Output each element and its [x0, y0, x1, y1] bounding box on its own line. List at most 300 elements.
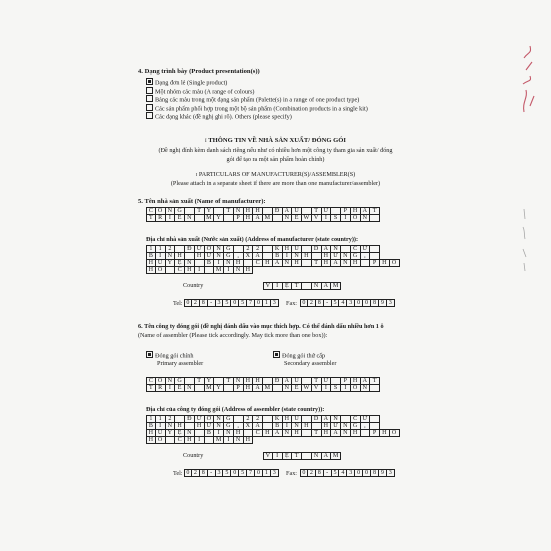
grid-cell[interactable]: Ệ	[283, 282, 293, 290]
grid-cell[interactable]: -	[208, 299, 216, 307]
grid-cell[interactable]: E	[292, 384, 302, 392]
grid-cell[interactable]: N	[234, 266, 244, 274]
grid-cell[interactable]: P	[341, 377, 351, 385]
grid-cell[interactable]: Y	[166, 259, 176, 267]
grid-cell[interactable]: Ầ	[283, 377, 293, 385]
primary-assembler-checkbox[interactable]: Đóng gói chính	[146, 351, 194, 360]
grid-cell[interactable]: H	[263, 259, 273, 267]
grid-cell[interactable]	[302, 259, 312, 267]
grid-cell[interactable]: -	[324, 469, 332, 477]
grid-cell[interactable]: Ư	[205, 252, 215, 260]
grid-cell[interactable]: I	[224, 436, 234, 444]
grid-cell[interactable]: X	[244, 422, 254, 430]
grid-cell[interactable]: ,	[361, 252, 371, 260]
grid-cell[interactable]: Ể	[175, 384, 185, 392]
grid-cell[interactable]	[166, 266, 176, 274]
grid-cell[interactable]: B	[273, 422, 283, 430]
grid-cell[interactable]	[361, 259, 371, 267]
grid-cell[interactable]: N	[214, 245, 224, 253]
grid-cell[interactable]: T	[292, 282, 302, 290]
grid-cell[interactable]: N	[185, 214, 195, 222]
grid-cell[interactable]: R	[156, 384, 166, 392]
grid-cell[interactable]: H	[380, 429, 390, 437]
grid-cell[interactable]: H	[322, 252, 332, 260]
grid-cell[interactable]: 4	[339, 469, 347, 477]
presentation-option[interactable]	[146, 95, 359, 104]
grid-cell[interactable]	[224, 214, 234, 222]
grid-cell[interactable]: H	[292, 259, 302, 267]
grid-cell[interactable]: N	[283, 429, 293, 437]
grid-cell[interactable]: I	[166, 214, 176, 222]
grid-cell[interactable]: W	[302, 214, 312, 222]
grid-cell[interactable]: H	[302, 252, 312, 260]
grid-cell[interactable]: T	[146, 214, 156, 222]
grid-cell[interactable]: N	[283, 214, 293, 222]
grid-cell[interactable]: H	[244, 384, 254, 392]
grid-cell[interactable]: Ư	[331, 252, 341, 260]
grid-cell[interactable]: Á	[361, 377, 371, 385]
grid-cell[interactable]: D	[312, 415, 322, 423]
grid-cell[interactable]: N	[234, 207, 244, 215]
grid-cell[interactable]: U	[292, 245, 302, 253]
grid-cell[interactable]: H	[351, 259, 361, 267]
grid-cell[interactable]: G	[224, 415, 234, 423]
grid-cell[interactable]: 0	[300, 299, 308, 307]
grid-cell[interactable]: G	[175, 377, 185, 385]
grid-cell[interactable]: T	[312, 377, 322, 385]
grid-cell[interactable]	[361, 429, 371, 437]
grid-cell[interactable]: Ư	[361, 245, 371, 253]
grid-cell[interactable]: T	[224, 207, 234, 215]
grid-cell[interactable]	[302, 452, 312, 460]
grid-cell[interactable]: Ờ	[205, 415, 215, 423]
grid-cell[interactable]: M	[331, 452, 341, 460]
grid-cell[interactable]: H	[283, 245, 293, 253]
grid-cell[interactable]: U	[292, 415, 302, 423]
grid-cell[interactable]: 9	[379, 299, 387, 307]
grid-cell[interactable]: Â	[322, 415, 332, 423]
grid-cell[interactable]: T	[370, 207, 380, 215]
grid-cell[interactable]: 3	[387, 299, 395, 307]
grid-cell[interactable]: V	[312, 214, 322, 222]
grid-cell[interactable]: 5	[239, 469, 247, 477]
grid-cell[interactable]: Đ	[185, 245, 195, 253]
grid-cell[interactable]: H	[146, 436, 156, 444]
grid-cell[interactable]: 0	[355, 299, 363, 307]
grid-cell[interactable]: 5	[239, 299, 247, 307]
grid-cell[interactable]: Í	[195, 436, 205, 444]
grid-cell[interactable]: H	[146, 266, 156, 274]
grid-cell[interactable]: N	[185, 429, 195, 437]
grid-cell[interactable]: 2	[244, 245, 254, 253]
grid-cell[interactable]: À	[331, 259, 341, 267]
grid-cell[interactable]: C	[146, 207, 156, 215]
grid-cell[interactable]	[166, 436, 176, 444]
grid-cell[interactable]: U	[156, 259, 166, 267]
grid-cell[interactable]: G	[224, 422, 234, 430]
grid-cell[interactable]: S	[331, 214, 341, 222]
grid-cell[interactable]: H	[244, 207, 254, 215]
grid-cell[interactable]: Ỹ	[214, 214, 224, 222]
grid-cell[interactable]: N	[234, 377, 244, 385]
grid-cell[interactable]: H	[253, 377, 263, 385]
grid-cell[interactable]: 2	[253, 245, 263, 253]
grid-cell[interactable]: T	[224, 377, 234, 385]
checkbox-checked-icon[interactable]	[146, 351, 153, 358]
grid-cell[interactable]: N	[331, 415, 341, 423]
grid-cell[interactable]: P	[234, 384, 244, 392]
grid-cell[interactable]: U	[292, 377, 302, 385]
grid-cell[interactable]: I	[273, 282, 283, 290]
grid-cell[interactable]: Ô	[156, 377, 166, 385]
grid-cell[interactable]: N	[361, 214, 371, 222]
grid-cell[interactable]: G	[351, 422, 361, 430]
grid-cell[interactable]: H	[185, 436, 195, 444]
grid-cell[interactable]: 2	[308, 469, 316, 477]
grid-cell[interactable]: U	[292, 207, 302, 215]
checkbox-icon[interactable]	[146, 104, 153, 111]
grid-cell[interactable]: N	[214, 422, 224, 430]
grid-cell[interactable]: 3	[271, 299, 279, 307]
grid-cell[interactable]: I	[322, 214, 332, 222]
grid-cell[interactable]: M	[214, 266, 224, 274]
grid-cell[interactable]: P	[370, 259, 380, 267]
grid-cell[interactable]: P	[370, 429, 380, 437]
grid-cell[interactable]: N	[185, 384, 195, 392]
grid-cell[interactable]: I	[341, 384, 351, 392]
grid-cell[interactable]: Ì	[214, 429, 224, 437]
grid-cell[interactable]: H	[322, 429, 332, 437]
grid-cell[interactable]: G	[224, 252, 234, 260]
grid-cell[interactable]: 3	[216, 469, 224, 477]
grid-cell[interactable]: W	[302, 384, 312, 392]
grid-cell[interactable]: B	[205, 259, 215, 267]
grid-cell[interactable]: 1	[263, 469, 271, 477]
grid-cell[interactable]: T	[292, 452, 302, 460]
grid-cell[interactable]: H	[185, 266, 195, 274]
grid-cell[interactable]: 2	[308, 299, 316, 307]
grid-cell[interactable]: N	[283, 384, 293, 392]
grid-cell[interactable]: Ệ	[175, 259, 185, 267]
grid-cell[interactable]: H	[283, 415, 293, 423]
grid-cell[interactable]: N	[166, 207, 176, 215]
grid-cell[interactable]: I	[224, 266, 234, 274]
grid-cell[interactable]: N	[312, 282, 322, 290]
grid-cell[interactable]: T	[312, 429, 322, 437]
grid-cell[interactable]: A	[322, 282, 332, 290]
grid-cell[interactable]: K	[273, 415, 283, 423]
grid-cell[interactable]: Ư	[195, 245, 205, 253]
grid-cell[interactable]: T	[195, 207, 205, 215]
grid-cell[interactable]: N	[341, 429, 351, 437]
grid-cell[interactable]: Á	[273, 259, 283, 267]
grid-cell[interactable]: N	[214, 415, 224, 423]
grid-cell[interactable]: 8	[200, 469, 208, 477]
grid-cell[interactable]: D	[312, 245, 322, 253]
grid-cell[interactable]: I	[341, 214, 351, 222]
grid-cell[interactable]	[195, 214, 205, 222]
grid-cell[interactable]: Ư	[195, 415, 205, 423]
grid-cell[interactable]: Ư	[361, 415, 371, 423]
grid-cell[interactable]: M	[331, 282, 341, 290]
grid-cell[interactable]: N	[224, 259, 234, 267]
checkbox-icon[interactable]	[146, 112, 153, 119]
grid-cell[interactable]: N	[224, 429, 234, 437]
grid-cell[interactable]: 0	[355, 469, 363, 477]
grid-cell[interactable]: À	[331, 429, 341, 437]
grid-cell[interactable]: H	[195, 422, 205, 430]
grid-cell[interactable]: C	[146, 377, 156, 385]
grid-cell[interactable]: C	[175, 266, 185, 274]
grid-cell[interactable]: 4	[339, 299, 347, 307]
presentation-option[interactable]	[146, 87, 255, 96]
grid-cell[interactable]	[273, 384, 283, 392]
grid-cell[interactable]: M	[205, 214, 215, 222]
grid-cell[interactable]: S	[331, 384, 341, 392]
grid-cell[interactable]: 2	[244, 415, 254, 423]
grid-cell[interactable]: T	[312, 259, 322, 267]
grid-cell[interactable]: Ư	[322, 207, 332, 215]
grid-cell[interactable]: 3	[271, 469, 279, 477]
grid-cell[interactable]: 1	[146, 415, 156, 423]
grid-cell[interactable]: I	[166, 384, 176, 392]
grid-cell[interactable]	[273, 214, 283, 222]
grid-cell[interactable]: B	[146, 252, 156, 260]
grid-cell[interactable]: H	[175, 252, 185, 260]
grid-cell[interactable]: N	[185, 259, 195, 267]
grid-cell[interactable]: 0	[255, 299, 263, 307]
grid-cell[interactable]: H	[244, 214, 254, 222]
grid-cell[interactable]: 3	[216, 299, 224, 307]
grid-cell[interactable]: Ố	[390, 429, 400, 437]
grid-cell[interactable]: 7	[247, 469, 255, 477]
grid-cell[interactable]: N	[331, 245, 341, 253]
grid-cell[interactable]: 3	[347, 299, 355, 307]
grid-cell[interactable]: 0	[300, 469, 308, 477]
grid-cell[interactable]: Ư	[322, 377, 332, 385]
checkbox-icon[interactable]	[146, 95, 153, 102]
grid-cell[interactable]: 5	[223, 469, 231, 477]
checkbox-checked-icon[interactable]	[273, 351, 280, 358]
checkbox-icon[interactable]	[146, 87, 153, 94]
grid-cell[interactable]: H	[244, 436, 254, 444]
presentation-option[interactable]	[146, 104, 368, 113]
grid-cell[interactable]: H	[263, 429, 273, 437]
grid-cell[interactable]: Y	[166, 429, 176, 437]
grid-cell[interactable]: Ã	[253, 422, 263, 430]
grid-cell[interactable]: T	[370, 377, 380, 385]
grid-cell[interactable]: V	[263, 282, 273, 290]
grid-cell[interactable]: Ẩ	[253, 384, 263, 392]
grid-cell[interactable]: C	[175, 436, 185, 444]
grid-cell[interactable]: H	[302, 422, 312, 430]
grid-cell[interactable]: 8	[371, 469, 379, 477]
grid-cell[interactable]: N	[292, 422, 302, 430]
grid-cell[interactable]: Ì	[156, 422, 166, 430]
grid-cell[interactable]: Ẩ	[253, 214, 263, 222]
grid-cell[interactable]: Ờ	[205, 245, 215, 253]
checkbox-checked-icon[interactable]	[146, 78, 153, 85]
grid-cell[interactable]: Í	[195, 266, 205, 274]
grid-cell[interactable]: H	[322, 422, 332, 430]
grid-cell[interactable]: 0	[363, 469, 371, 477]
grid-cell[interactable]: N	[234, 436, 244, 444]
grid-cell[interactable]: B	[205, 429, 215, 437]
grid-cell[interactable]: M	[263, 384, 273, 392]
grid-cell[interactable]: Ư	[205, 422, 215, 430]
grid-cell[interactable]: H	[292, 429, 302, 437]
grid-cell[interactable]: 5	[332, 299, 340, 307]
grid-cell[interactable]: 7	[247, 299, 255, 307]
grid-cell[interactable]: Ã	[253, 252, 263, 260]
grid-cell[interactable]: Ì	[283, 422, 293, 430]
grid-cell[interactable]: H	[244, 266, 254, 274]
grid-cell[interactable]: N	[166, 377, 176, 385]
grid-cell[interactable]: V	[312, 384, 322, 392]
grid-cell[interactable]: N	[166, 252, 176, 260]
grid-cell[interactable]: 8	[371, 299, 379, 307]
grid-cell[interactable]: H	[234, 429, 244, 437]
grid-cell[interactable]: N	[341, 252, 351, 260]
grid-cell[interactable]: N	[292, 252, 302, 260]
grid-cell[interactable]: 2	[192, 469, 200, 477]
grid-cell[interactable]: Ầ	[283, 207, 293, 215]
grid-cell[interactable]: Đ	[273, 207, 283, 215]
grid-cell[interactable]: G	[224, 245, 234, 253]
grid-cell[interactable]: H	[351, 429, 361, 437]
grid-cell[interactable]: Ể	[175, 214, 185, 222]
grid-cell[interactable]: H	[244, 377, 254, 385]
grid-cell[interactable]: C	[253, 429, 263, 437]
grid-cell[interactable]: Ồ	[156, 436, 166, 444]
grid-cell[interactable]: 0	[184, 299, 192, 307]
grid-cell[interactable]: H	[322, 259, 332, 267]
grid-cell[interactable]: 2	[253, 415, 263, 423]
grid-cell[interactable]: Ồ	[156, 266, 166, 274]
grid-cell[interactable]: I	[322, 384, 332, 392]
grid-cell[interactable]	[195, 384, 205, 392]
grid-cell[interactable]: B	[273, 252, 283, 260]
grid-cell[interactable]: 9	[379, 469, 387, 477]
grid-cell[interactable]: 1	[156, 245, 166, 253]
grid-cell[interactable]: U	[156, 429, 166, 437]
grid-cell[interactable]: B	[146, 422, 156, 430]
grid-cell[interactable]: 0	[231, 469, 239, 477]
grid-cell[interactable]: 0	[184, 469, 192, 477]
grid-cell[interactable]: H	[195, 252, 205, 260]
grid-cell[interactable]: 0	[231, 299, 239, 307]
grid-cell[interactable]: Đ	[185, 415, 195, 423]
grid-cell[interactable]: 8	[316, 469, 324, 477]
grid-cell[interactable]: Ì	[156, 252, 166, 260]
grid-cell[interactable]: 3	[347, 469, 355, 477]
grid-cell[interactable]: N	[341, 422, 351, 430]
secondary-assembler-checkbox[interactable]: Đóng gói thứ cấp	[273, 351, 325, 360]
grid-cell[interactable]: 8	[316, 299, 324, 307]
grid-cell[interactable]: Ệ	[175, 429, 185, 437]
grid-cell[interactable]: 1	[146, 245, 156, 253]
grid-cell[interactable]: -	[208, 469, 216, 477]
grid-cell[interactable]: 1	[263, 299, 271, 307]
grid-cell[interactable]: Đ	[273, 377, 283, 385]
grid-cell[interactable]: ,	[361, 422, 371, 430]
grid-cell[interactable]: T	[146, 384, 156, 392]
grid-cell[interactable]: 0	[255, 469, 263, 477]
grid-cell[interactable]: N	[312, 452, 322, 460]
grid-cell[interactable]	[302, 282, 312, 290]
grid-cell[interactable]: G	[351, 252, 361, 260]
grid-cell[interactable]: Ì	[214, 259, 224, 267]
grid-cell[interactable]: O	[351, 214, 361, 222]
grid-cell[interactable]: Â	[322, 245, 332, 253]
grid-cell[interactable]: Ư	[331, 422, 341, 430]
grid-cell[interactable]: Ì	[283, 252, 293, 260]
grid-cell[interactable]: 2	[192, 299, 200, 307]
grid-cell[interactable]: N	[214, 252, 224, 260]
grid-cell[interactable]: N	[283, 259, 293, 267]
grid-cell[interactable]	[302, 429, 312, 437]
grid-cell[interactable]	[370, 384, 380, 392]
grid-cell[interactable]	[224, 384, 234, 392]
grid-cell[interactable]: Y	[205, 207, 215, 215]
grid-cell[interactable]: 5	[332, 469, 340, 477]
grid-cell[interactable]: E	[292, 214, 302, 222]
grid-cell[interactable]: Ố	[390, 259, 400, 267]
presentation-option[interactable]	[146, 78, 227, 87]
grid-cell[interactable]: O	[351, 384, 361, 392]
grid-cell[interactable]: 2	[166, 245, 176, 253]
grid-cell[interactable]: 5	[223, 299, 231, 307]
grid-cell[interactable]: P	[341, 207, 351, 215]
grid-cell[interactable]: Á	[361, 207, 371, 215]
grid-cell[interactable]: C	[351, 245, 361, 253]
grid-cell[interactable]: 8	[200, 299, 208, 307]
grid-cell[interactable]: H	[253, 207, 263, 215]
grid-cell[interactable]: H	[146, 429, 156, 437]
grid-cell[interactable]: H	[351, 377, 361, 385]
grid-cell[interactable]: Y	[205, 377, 215, 385]
grid-cell[interactable]: C	[351, 415, 361, 423]
grid-cell[interactable]: M	[205, 384, 215, 392]
grid-cell[interactable]: H	[234, 259, 244, 267]
grid-cell[interactable]: R	[156, 214, 166, 222]
grid-cell[interactable]: X	[244, 252, 254, 260]
grid-cell[interactable]: 1	[156, 415, 166, 423]
grid-cell[interactable]: H	[351, 207, 361, 215]
grid-cell[interactable]: N	[341, 259, 351, 267]
grid-cell[interactable]	[370, 214, 380, 222]
grid-cell[interactable]: T	[195, 377, 205, 385]
grid-cell[interactable]: Ỹ	[214, 384, 224, 392]
grid-cell[interactable]: Á	[273, 429, 283, 437]
grid-cell[interactable]: H	[380, 259, 390, 267]
grid-cell[interactable]: Ô	[156, 207, 166, 215]
grid-cell[interactable]: N	[166, 422, 176, 430]
grid-cell[interactable]: 3	[387, 469, 395, 477]
grid-cell[interactable]	[205, 266, 215, 274]
grid-cell[interactable]: P	[234, 214, 244, 222]
grid-cell[interactable]	[205, 436, 215, 444]
grid-cell[interactable]: H	[175, 422, 185, 430]
grid-cell[interactable]: 0	[363, 299, 371, 307]
grid-cell[interactable]: I	[273, 452, 283, 460]
grid-cell[interactable]: A	[322, 452, 332, 460]
grid-cell[interactable]: ,	[234, 252, 244, 260]
grid-cell[interactable]: 2	[166, 415, 176, 423]
grid-cell[interactable]: M	[263, 214, 273, 222]
grid-cell[interactable]: V	[263, 452, 273, 460]
grid-cell[interactable]: Ệ	[283, 452, 293, 460]
